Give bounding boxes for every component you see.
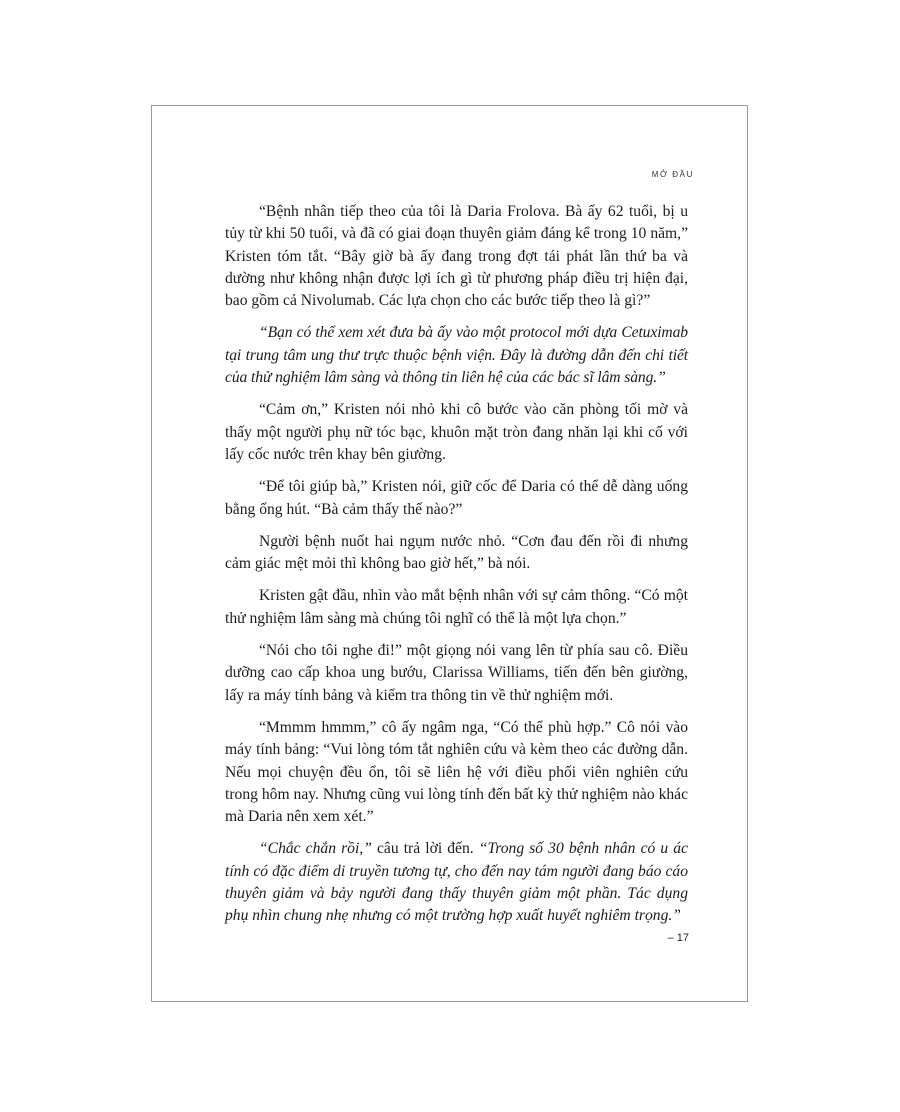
paragraph-room-entry: “Cảm ơn,” Kristen nói nhỏ khi cô bước vào căn phòng tối mờ và thấy một người phụ nữ tóc bạc, khuôn mặt tròn đang nhăn lại khi cố với lấy cốc nước trên khay bên giường. [225,401,688,463]
page-number: – 17 [667,932,689,944]
dialogue-tag: câu trả lời đến. [371,840,479,858]
paragraph-help-drink: “Để tôi giúp bà,” Kristen nói, giữ cốc để Daria có thể dễ dàng uống bằng ống hút. “Bà cảm thấy thế nào?” [225,478,688,518]
running-header: MỞ ĐẦU [651,170,694,179]
paragraph-nurse-arrives: “Nói cho tôi nghe đi!” một giọng nói vang lên từ phía sau cô. Điều dưỡng cao cấp khoa ung bướu, Clarissa Williams, tiến đến bên giường, lấy ra máy tính bảng và kiểm tra thông tin về thử nghiệm mới. [225,642,688,704]
body-text [225,201,688,938]
paragraph-kristen-summary: “Bệnh nhân tiếp theo của tôi là Daria Frolova. Bà ấy 62 tuổi, bị u tủy từ khi 50 tuổi, và đã có giai đoạn thuyên giảm đáng kể trong 10 năm,” Kristen tóm tắt. “Bây giờ bà ấy đang trong đợt tái phát lần thứ ba và dường như không nhận được lợi ích gì từ phương pháp điều trị hiện đại, bao gồm cả Nivolumab. Các lựa chọn cho các bước tiếp theo là gì?” [225,203,688,310]
ai-quote-lead: “Chắc chắn rồi,” [259,840,372,858]
paragraph-trial-mention: Kristen gật đầu, nhìn vào mắt bệnh nhân với sự cảm thông. “Có một thử nghiệm lâm sàng mà chúng tôi nghĩ có thể là một lựa chọn.” [225,587,688,627]
paragraph-nurse-request: “Mmmm hmmm,” cô ấy ngâm nga, “Có thể phù hợp.” Cô nói vào máy tính bảng: “Vui lòng tóm tắt nghiên cứu và kèm theo các đường dẫn. Nếu mọi chuyện đều ổn, tôi sẽ liên hệ với điều phối viên nghiên cứu trong hôm nay. Nhưng cũng vui lòng tính đến bất kỳ thử nghiệm nào khác mà Daria nên xem xét.” [225,718,688,826]
paragraph-ai-response: “Bạn có thể xem xét đưa bà ấy vào một protocol mới dựa Cetuximab tại trung tâm ung thư trực thuộc bệnh viện. Đây là đường dẫn đến chi tiết của thử nghiệm lâm sàng và thông tin liên hệ của các bác sĩ lâm sàng.” [225,324,688,387]
paragraph-patient-reply: Người bệnh nuốt hai ngụm nước nhỏ. “Cơn đau đến rồi đi nhưng cảm giác mệt mỏi thì không bao giờ hết,” bà nói. [225,532,688,573]
ai-quote-rest: “Trong số 30 bệnh nhân có u ác tính có đặc điểm di truyền tương tự, cho đến nay tám người đang báo cáo thuyên giảm và bảy người đang thấy thuyên giảm một phần. Tác dụng phụ nhìn chung nhẹ nhưng có một trường hợp xuất huyết nghiêm trọng.” [225,840,688,925]
paragraph-ai-trial-summary [225,838,688,927]
book-page [151,105,748,1002]
